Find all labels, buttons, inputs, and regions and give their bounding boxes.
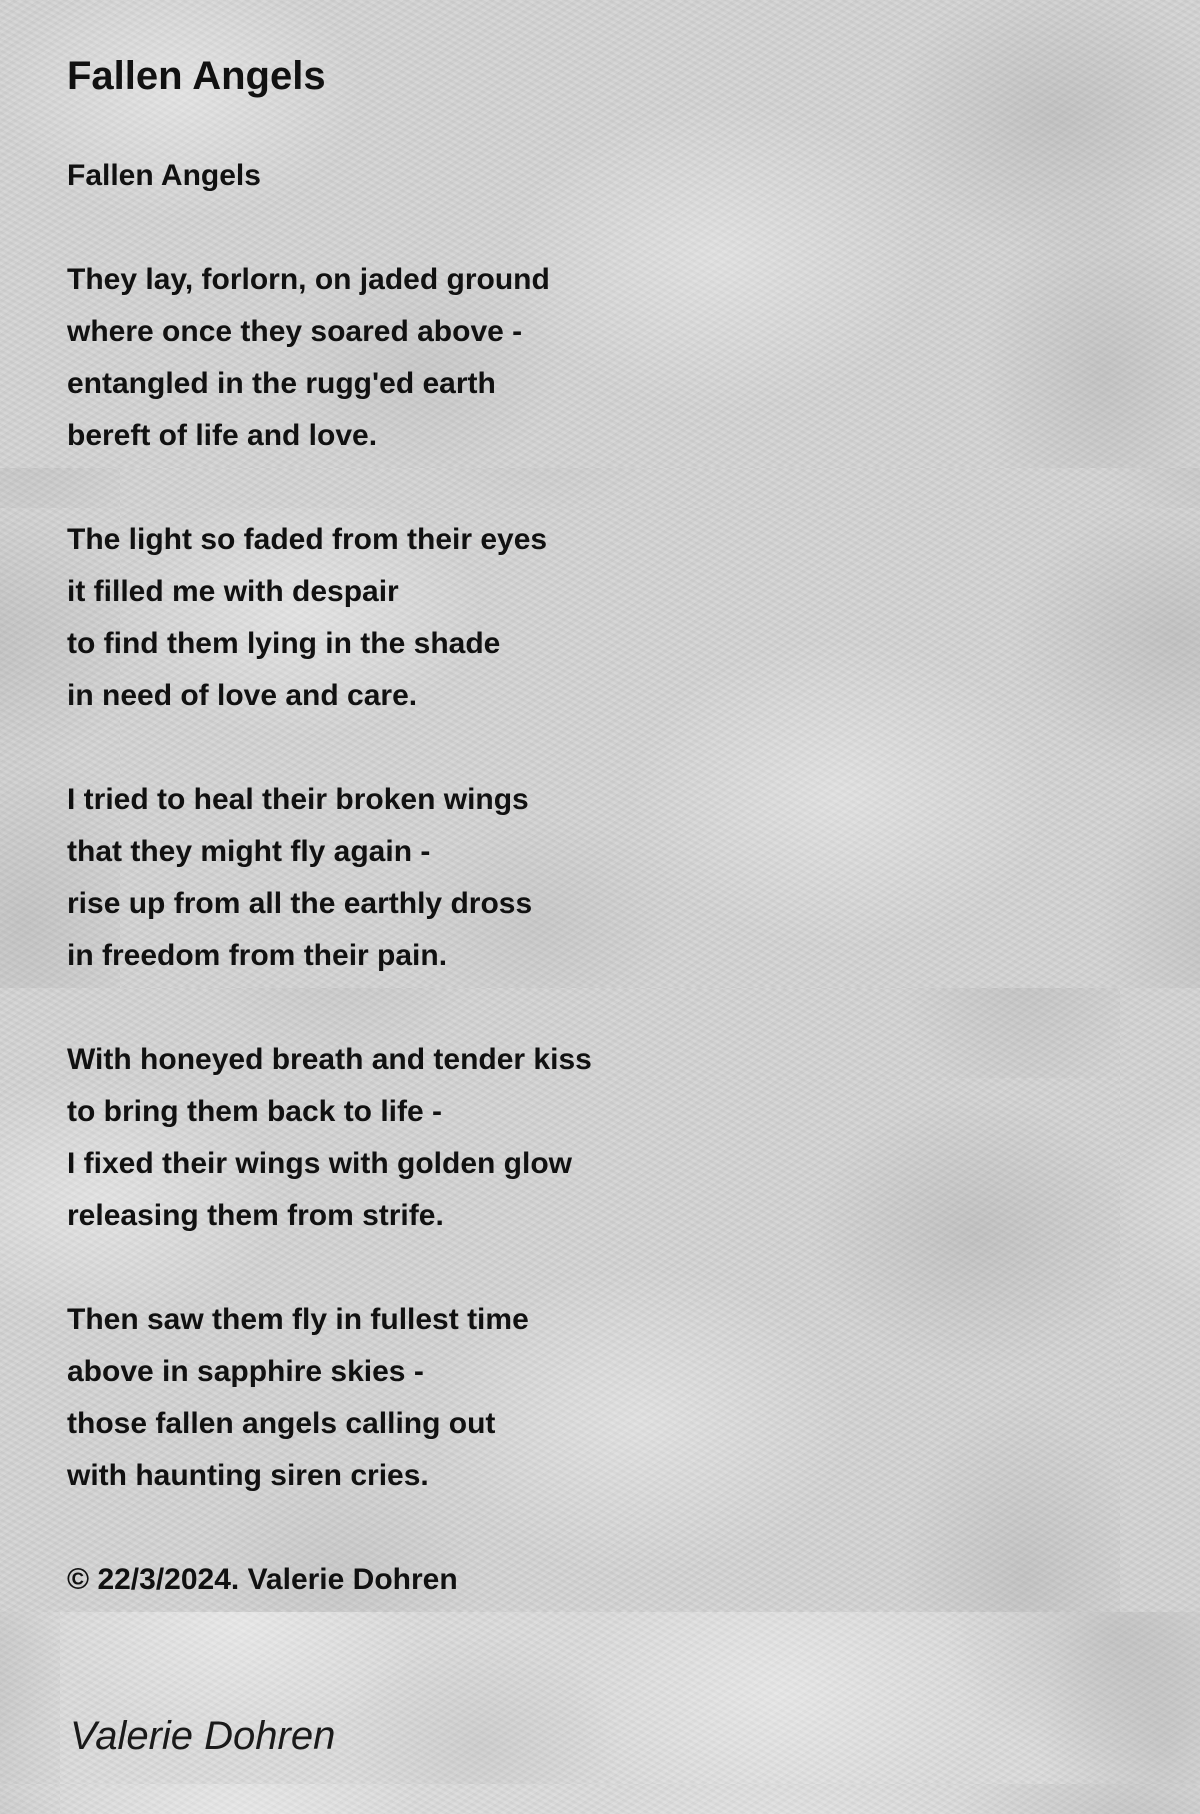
stanza-5 — [67, 1294, 1147, 1502]
poem-line: that they might fly again - — [67, 835, 431, 868]
poem-line: They lay, forlorn, on jaded ground — [67, 263, 550, 296]
poem-line: above in sapphire skies - — [67, 1355, 424, 1388]
poem-line: it filled me with despair — [67, 575, 399, 608]
poem-line: I fixed their wings with golden glow — [67, 1147, 573, 1180]
poem-heading: Fallen Angels — [67, 159, 261, 192]
poem-line: where once they soared above - — [67, 315, 523, 348]
stanza-2 — [67, 514, 1147, 722]
poem-line: With honeyed breath and tender kiss — [67, 1043, 592, 1076]
poem-line: those fallen angels calling out — [67, 1407, 496, 1440]
stanza-1 — [67, 254, 1147, 462]
author-signature: Valerie Dohren — [70, 1714, 336, 1758]
poem-line: rise up from all the earthly dross — [67, 887, 533, 920]
poem-line: to bring them back to life - — [67, 1095, 443, 1128]
poem-line: Then saw them fly in fullest time — [67, 1303, 529, 1336]
poem-line: in freedom from their pain. — [67, 939, 448, 972]
poem-line: releasing them from strife. — [67, 1199, 444, 1232]
poem-body — [67, 150, 1147, 1606]
poem-line: bereft of life and love. — [67, 419, 378, 452]
poem-line: to find them lying in the shade — [67, 627, 501, 660]
poem-line: in need of love and care. — [67, 679, 418, 712]
poem-line: I tried to heal their broken wings — [67, 783, 529, 816]
stanza-4 — [67, 1034, 1147, 1242]
poem-line: entangled in the rugg'ed earth — [67, 367, 496, 400]
copyright-notice: © 22/3/2024. Valerie Dohren — [67, 1563, 458, 1596]
page-title: Fallen Angels — [67, 54, 326, 98]
poem-line: The light so faded from their eyes — [67, 523, 548, 556]
stanza-3 — [67, 774, 1147, 982]
poem-line: with haunting siren cries. — [67, 1459, 429, 1492]
